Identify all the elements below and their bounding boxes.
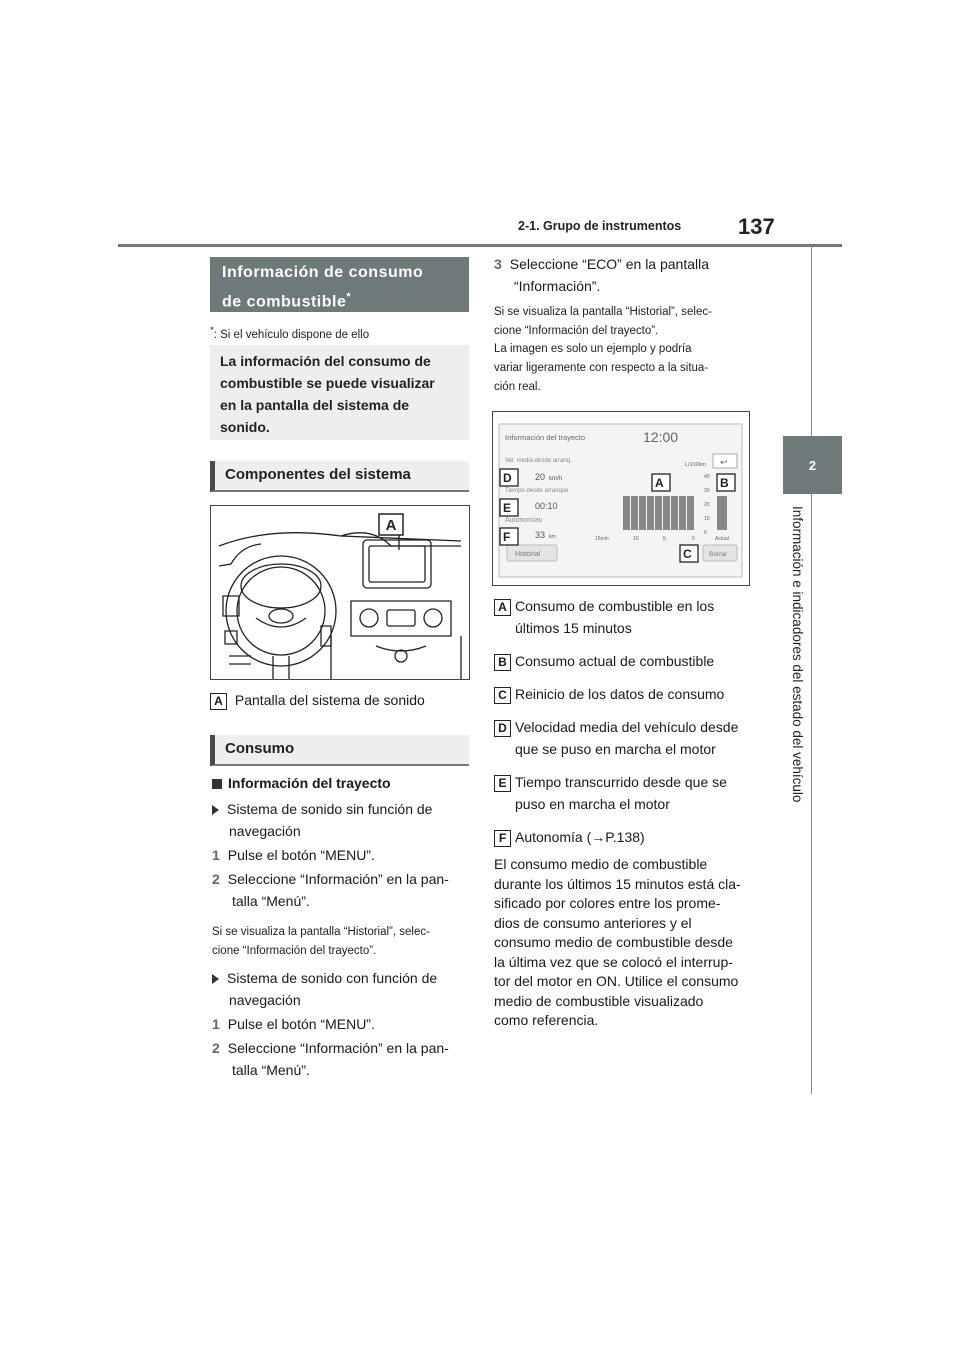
steps-a: 1 Pulse el botón “MENU”. 2 Seleccione “Información” en la pan- talla “Menú”. [212,847,449,909]
svg-text:20: 20 [704,502,710,508]
svg-text:40: 40 [704,474,710,480]
nav-with: Sistema de sonido con función de navegación [212,967,437,1011]
footnote-asterisk: * [210,325,214,336]
legend-item: E Tiempo transcurrido desde que se puso en marcha el motor [494,771,754,815]
note-1: Si se visualiza la pantalla “Historial”, selec- cione “Información del trayecto”. [494,306,712,337]
callout-e: E [503,501,512,515]
screen-clock: 12:00 [643,429,679,445]
svg-text:0: 0 [692,536,695,542]
step-3: 3 Seleccione “ECO” en la pantalla “Información”. [494,256,710,294]
legend-item: B Consumo actual de combustible [494,650,754,672]
range-value: 33 [535,530,546,540]
title-asterisk: * [346,291,352,303]
legend-a-box: A [210,693,227,710]
svg-text:0: 0 [704,530,707,536]
side-rule-top [811,246,812,436]
legend-item: F Autonomía (→P.138) [494,826,754,848]
chapter-tab: 2 [783,436,842,494]
svg-text:km/h: km/h [549,476,563,482]
note-a: Si se visualiza la pantalla “Historial”, selec- cione “Información del trayecto”. [212,926,430,957]
svg-text:Vel. media desde arranq.: Vel. media desde arranq. [505,458,572,464]
time-value: 00:10 [535,501,558,511]
steps-b: 1 Pulse el botón “MENU”. 2 Seleccione “Información” en la pan- talla “Menú”. [212,1016,449,1078]
main-title-line2: de combustible [222,293,347,311]
note-2: La imagen es solo un ejemplo y podría variar ligeramente con respecto a la situa- ción real. [494,343,709,393]
trip-info-screen-figure [492,411,750,586]
svg-text:10: 10 [704,516,710,522]
callout-d: D [503,471,512,485]
page-number: 137 [738,214,775,239]
callout-a: A [655,476,664,490]
section-title: 2-1. Grupo de instrumentos [518,219,682,233]
callout-f: F [503,530,511,544]
trip-info-screen [493,412,749,585]
consumption-paragraph: El consumo medio de combustible durante los últimos 15 minutos está cla- sificado por colores entre los prome- dios de consumo anteriores y el consumo medio de combustible desde la última vez que se colocó el interrup- tor del motor en ON. Utilice el consumo medio de combustible visualizado como referencia. [494,856,741,1028]
triangle-bullet-icon [212,974,219,984]
legend-a-row [210,689,425,711]
consumo-heading: Consumo [210,735,469,766]
main-title-line1: Información de consumo [222,264,424,281]
screen-legend [494,595,754,848]
svg-text:L/100km: L/100km [685,462,707,468]
svg-text:30: 30 [704,488,710,494]
svg-text:Historial: Historial [515,551,541,558]
main-title [210,257,469,312]
svg-text:Tiempo desde arranque: Tiempo desde arranque [505,488,569,494]
nav-without: Sistema de sonido sin función de navegación [212,798,432,842]
trip-heading: Información del trayecto [212,772,391,794]
back-icon: ↩ [720,458,728,468]
legend-item: A Consumo de combustible en los últimos 15 minutos [494,595,754,639]
svg-text:Autonomíav: Autonomíav [505,517,543,524]
svg-text:5: 5 [663,536,666,542]
avg-speed-value: 20 [535,472,546,482]
legend-a-text: Pantalla del sistema de sonido [234,692,425,708]
svg-text:km: km [549,534,556,540]
components-heading: Componentes del sistema [210,461,469,492]
dashboard-figure [210,505,470,680]
dashboard-illustration [211,506,469,679]
svg-text:15min: 15min [595,536,609,542]
svg-text:10: 10 [633,536,639,542]
callout-c: C [683,547,692,561]
callout-b: B [720,476,729,490]
chapter-title: Información e indicadores del estado del vehículo [790,506,805,803]
legend-item: D Velocidad media del vehículo desde que se puso en marcha el motor [494,716,754,760]
header-rule [118,244,842,247]
footnote: *: Si el vehículo dispone de ello [210,325,370,341]
figure-callout-a: A [385,517,397,534]
triangle-bullet-icon [212,805,219,815]
chapter-title-vertical [783,506,813,826]
svg-text:Borrar: Borrar [709,551,728,558]
intro-box: La información del consumo de combustible se puede visualizar en la pantalla del sistema de sonido. [210,345,469,440]
legend-item: C Reinicio de los datos de consumo [494,683,754,705]
square-bullet-icon [212,779,222,789]
svg-text:Actual: Actual [715,536,729,542]
screen-title: Información del trayecto [505,433,586,442]
